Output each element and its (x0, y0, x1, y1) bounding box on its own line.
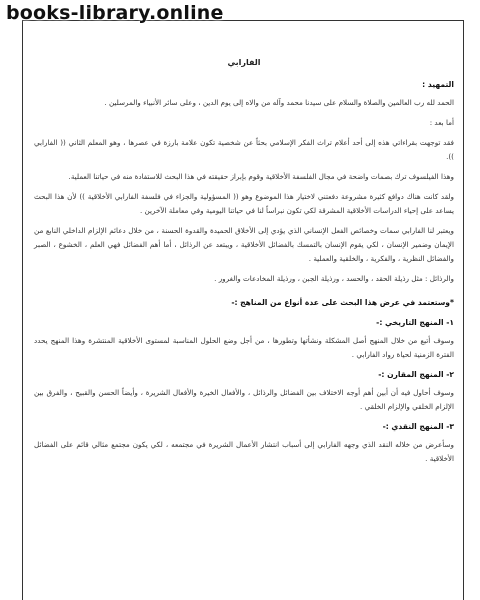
paragraph-7: والرذائل : مثل رذيلة الحقد ، والحسد ، ورذيلة الجبن ، ورذيلة المخادعات والغرور . (214, 274, 454, 283)
methods-heading: *وستعتمد في عرض هذا البحث على عدة أنواع من المناهج :- (231, 298, 454, 307)
intro-heading: التمهيد : (422, 80, 454, 89)
paragraph-5: ولقد كانت هناك دوافع كثيرة مشروعة دفعتني لاختيار هذا الموضوع وهو (( المسؤولية والجزاء في فلسفة الفارابي الأخلاقية )) لأن هذا البحث يساعد على إحياء الدراسات الأخلاقية المشرقة لكي تكون نبراساً لنا في حياتنا اليومية وفي معاملة الآخرين . (34, 192, 454, 215)
paragraph-1: الحمد لله رب العالمين والصلاة والسلام على سيدنا محمد وآله من والاه إلى يوم الدين ، وعلى سائر الأنبياء والمرسلين . (104, 98, 454, 107)
paragraph-4: وهذا الفيلسوف ترك بصمات واضحة في مجال الفلسفة الأخلاقية وقوم بإبراز حقيقته في هذا البحث للاستفادة منه في حياتنا العملية. (68, 172, 454, 181)
document-content (34, 56, 454, 472)
method-2-text: وسوف أحاول فيه أن أبين أهم أوجه الاختلاف بين الفضائل والرذائل ، والأفعال الخيرة والأفعال الشريرة ، وأيضاً الحسن والقبيح ، والفرق بين الإلزام الخلقي والإلزام الخلقي . (34, 388, 454, 411)
method-2-heading: ٢- المنهج المقارن :- (378, 370, 454, 379)
method-1-text: وسوف أتبع من خلال المنهج أصل المشكلة ونشأتها وتطورها ، من أجل وضع الحلول المناسبة لمستوى الأخلاقية المنتشرة وهذا المنهج يحدد الفترة الزمنية لحياة رواد الفارابي . (34, 336, 454, 359)
method-3-heading: ٣- المنهج النقدي :- (382, 422, 454, 431)
paragraph-6: ويعتبر لنا الفارابي سمات وخصائص الفعل الإنساني الذي يؤدي إلى الأخلاق الحميدة والقدوة الحسنة ، من خلال دعائم الإلزام الداخلي النابع من الإيمان وضمير الإنسان ، لكي يقوم الإنسان بالتمسك بالفضائل الأخلاقية ، ويبتعد عن الرذائل ، أما أهم الفضائل فهي العلم ، الخشوع ، الصبر والفضائل النظرية ، والفكرية ، والخلقية والعملية . (34, 226, 454, 263)
paragraph-3: فقد توجهت بقراءاتي هذه إلى أحد أعلام تراث الفكر الإسلامي بحثاً عن شخصية تكون علامة بارزة في عصرها ، وهو المعلم الثاني (( الفارابي )). (34, 138, 454, 161)
watermark-text: books-library.online (6, 2, 224, 24)
paragraph-2: أما بعد : (429, 118, 454, 127)
document-title: الفارابي (227, 58, 261, 67)
method-3-text: وسأعرض من خلاله النقد الذي وجهه الفارابي إلى أسباب انتشار الأعمال الشريرة في مجتمعه ، لكي يكون مجتمع مثالي قائم على الفضائل الأخلاقية . (34, 440, 454, 463)
method-1-heading: ١- المنهج التاريخي :- (376, 318, 454, 327)
